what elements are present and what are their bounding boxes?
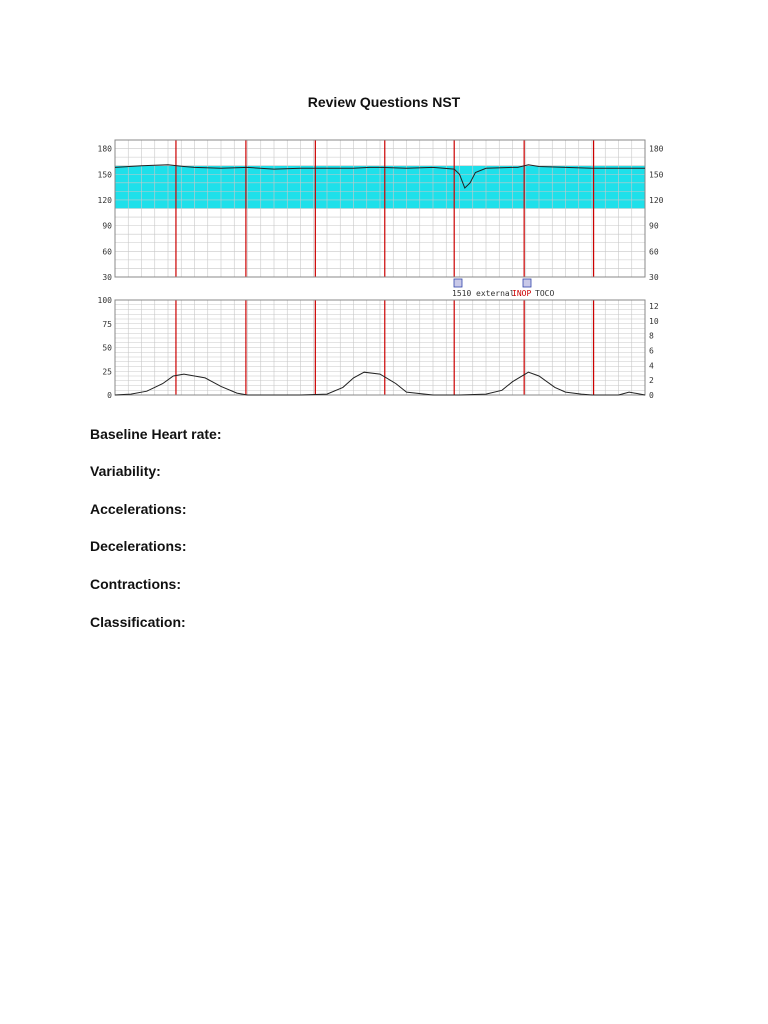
question-decelerations: Decelerations: (90, 538, 187, 554)
question-baseline-heart-rate: Baseline Heart rate: (90, 426, 222, 442)
y-tick-label-left: 75 (102, 319, 112, 329)
y-tick-label-right: 150 (649, 170, 664, 180)
y-tick-label-left: 25 (102, 367, 112, 377)
y-tick-label-right: 12 (649, 302, 659, 311)
y-tick-label-left: 60 (102, 247, 112, 257)
annotation-inop: INOP (512, 289, 532, 298)
y-tick-label-right: 0 (649, 391, 654, 400)
annotation-toco: TOCO (535, 289, 555, 298)
y-tick-label-left: 50 (102, 343, 112, 353)
nst-tracing-svg (90, 136, 670, 400)
y-tick-label-left: 90 (102, 221, 112, 231)
toco-grid (115, 300, 645, 395)
y-tick-label-right: 90 (649, 221, 659, 231)
document-title: Review Questions NST (307, 94, 461, 110)
event-marker-1 (454, 279, 462, 287)
annotation-mode: external (476, 289, 515, 298)
question-classification: Classification: (90, 614, 186, 630)
y-tick-label-right: 180 (649, 144, 664, 154)
fhr-grid (115, 140, 645, 277)
y-tick-label-right: 8 (649, 331, 654, 341)
y-tick-label-right: 10 (649, 316, 659, 326)
y-tick-label-right: 30 (649, 273, 659, 282)
y-tick-label-right: 60 (649, 247, 659, 257)
y-tick-label-left: 100 (97, 296, 112, 305)
y-tick-label-left: 30 (102, 273, 112, 282)
y-tick-label-left: 0 (107, 391, 112, 400)
y-tick-label-left: 180 (97, 144, 112, 154)
y-tick-label-left: 150 (97, 170, 112, 180)
y-tick-label-left: 120 (97, 195, 112, 205)
y-tick-label-right: 2 (649, 376, 654, 386)
question-contractions: Contractions: (90, 576, 181, 592)
y-tick-label-right: 4 (649, 361, 654, 371)
y-tick-label-right: 120 (649, 195, 664, 205)
event-markers (452, 279, 554, 298)
y-tick-label-right: 6 (649, 346, 654, 356)
nst-tracing (90, 136, 670, 400)
annotation-time: 1510 (452, 289, 472, 298)
question-accelerations: Accelerations: (90, 501, 187, 517)
question-variability: Variability: (90, 463, 161, 479)
event-marker-2 (523, 279, 531, 287)
